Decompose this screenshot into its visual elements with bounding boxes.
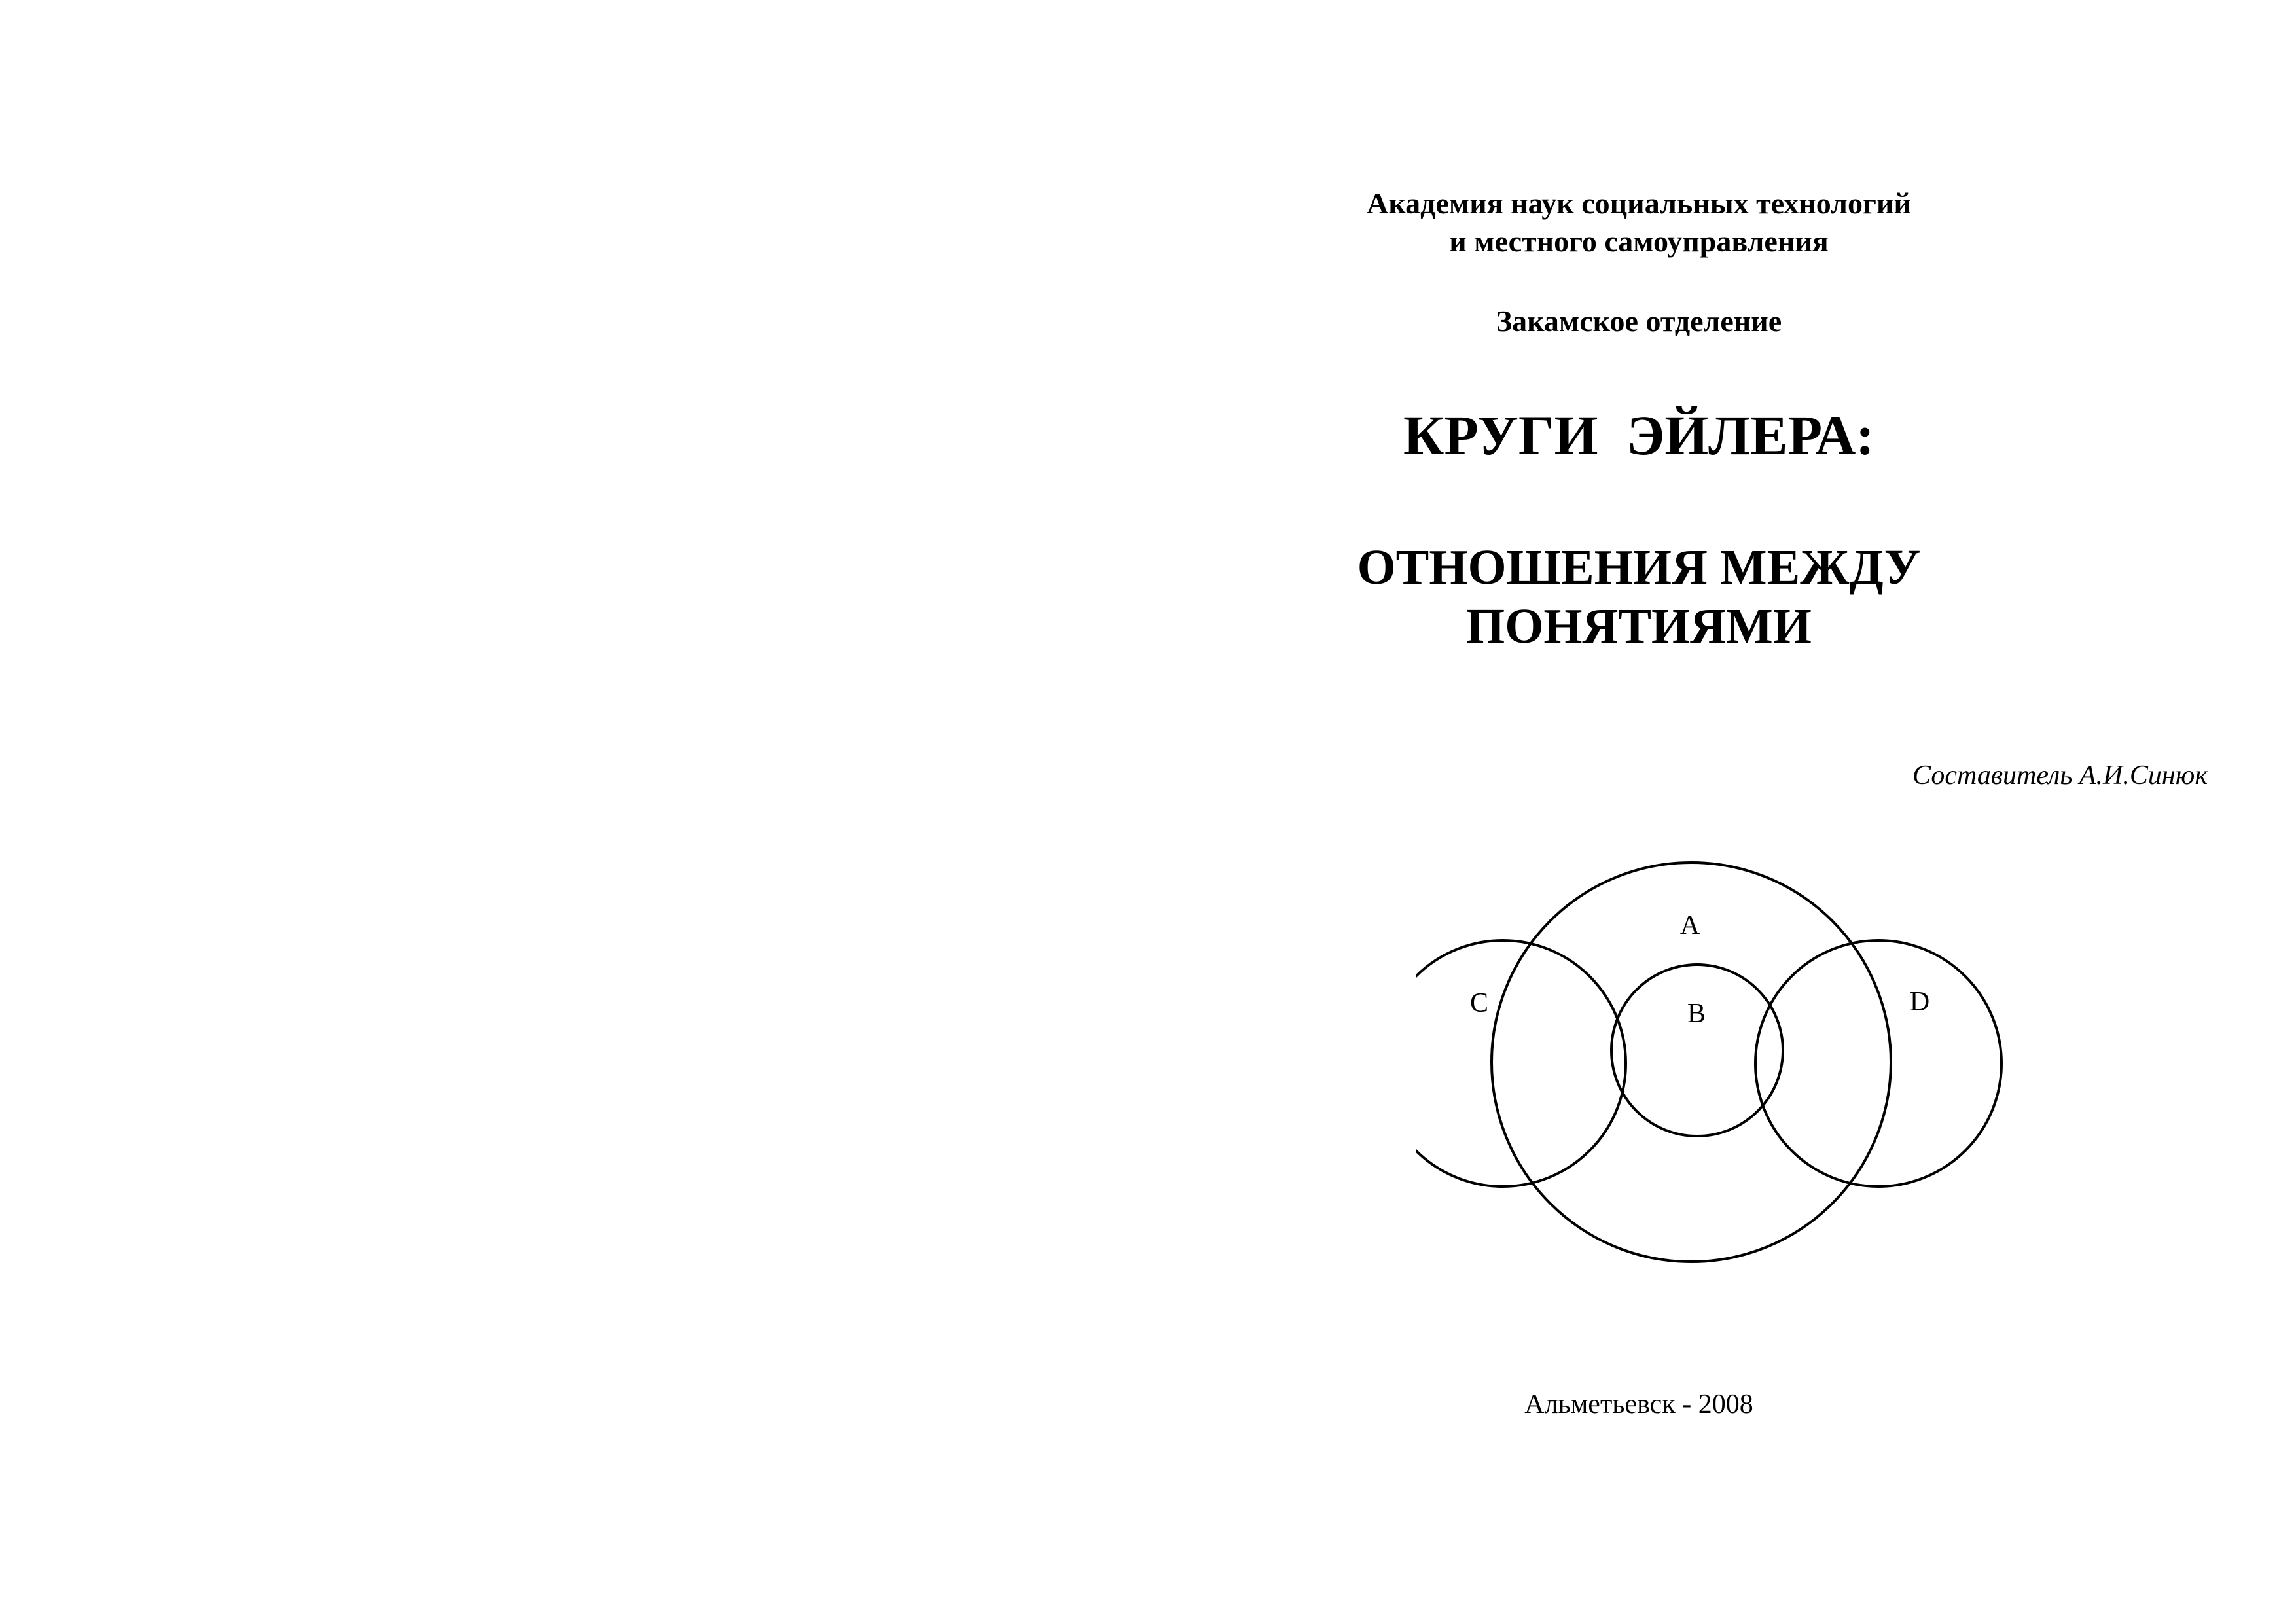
euler-circles-diagram	[1416, 831, 2005, 1283]
label-d: D	[1909, 987, 1930, 1017]
subtitle-line-2: ПОНЯТИЯМИ	[1466, 599, 1812, 654]
circle-c	[1416, 940, 1626, 1186]
place-and-year: Альметьевск - 2008	[1524, 1389, 1753, 1419]
organization-name	[1148, 185, 2130, 270]
branch-name: Закамское отделение	[1496, 304, 1782, 338]
page-title: КРУГИ ЭЙЛЕРА:	[1403, 404, 1874, 467]
title-page	[1148, 0, 2296, 1623]
organization-line-2: и местного самоуправления	[1449, 224, 1829, 258]
label-c: C	[1469, 988, 1489, 1018]
label-b: B	[1687, 999, 1706, 1029]
circle-d	[1755, 940, 2001, 1186]
subtitle-line-1: ОТНОШЕНИЯ МЕЖДУ	[1357, 540, 1921, 595]
organization-line-1: Академия наук социальных технологий	[1367, 187, 1911, 220]
page-subtitle	[1148, 538, 2130, 656]
compiler-credit: Составитель А.И.Синюк	[1912, 760, 2208, 791]
label-a: A	[1679, 910, 1700, 940]
